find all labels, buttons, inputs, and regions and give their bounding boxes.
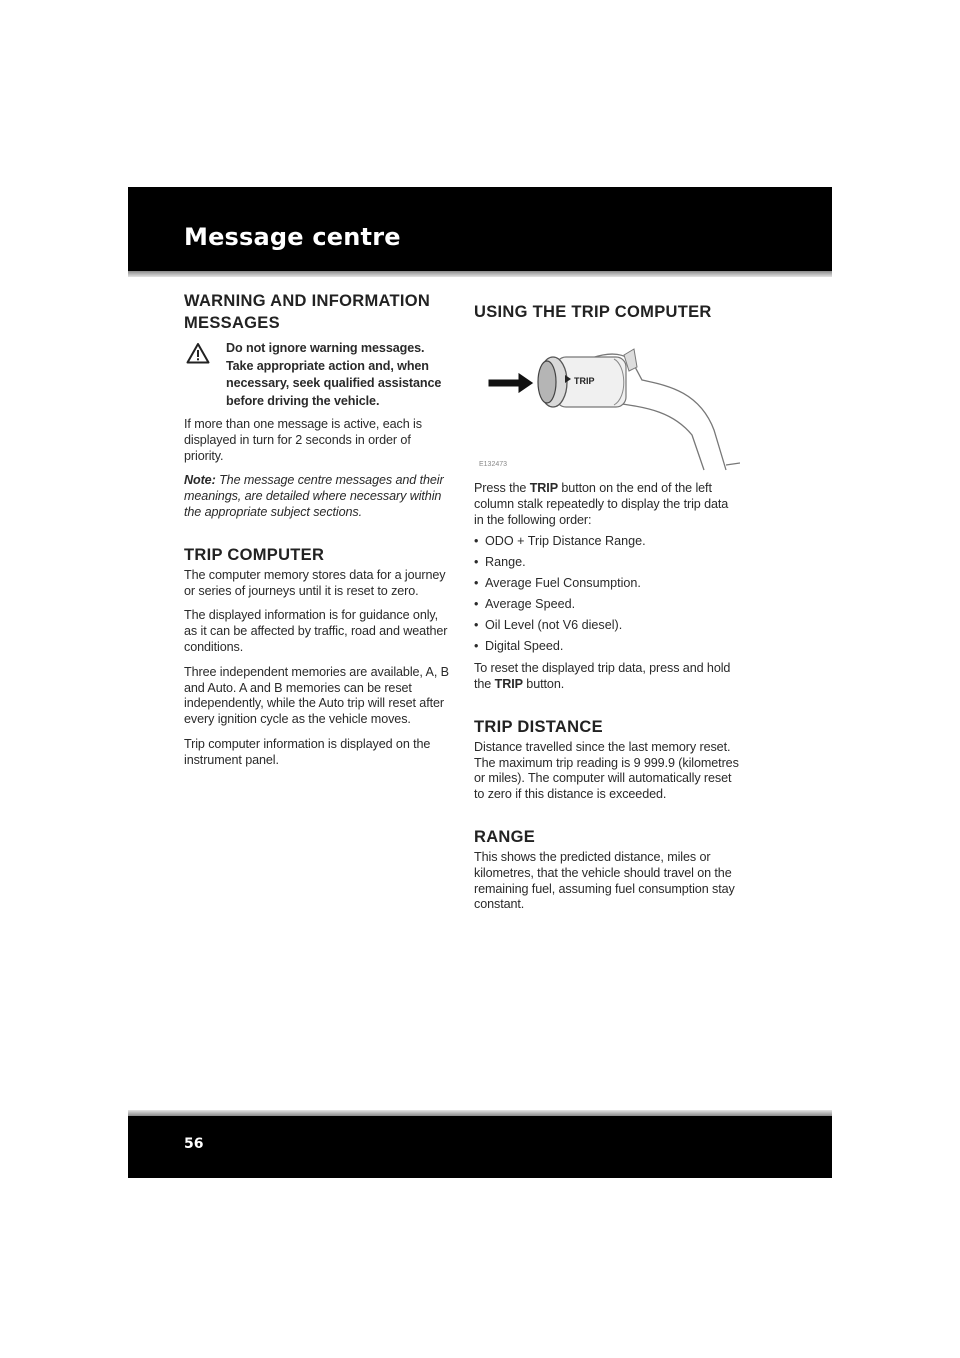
illustration-trip-label: TRIP [574,376,595,386]
bullet-icon: • [474,533,479,548]
press-post: button on the end of the left column stalk repeatedly to display the trip data in the following order: [474,481,729,527]
trip-paragraph-3: Three independent memories are available, A, B and Auto. A and B memories can be reset independently, while the Auto trip will reset after every ignition cycle as the vehicle moves. [184,664,449,727]
bullet-icon: • [474,596,479,611]
warning-block [184,340,450,410]
header-bar [128,187,832,271]
bullet-icon: • [474,638,479,653]
list-item: • Average Speed. [474,596,576,611]
trip-stalk-illustration [474,335,740,475]
illustration-code: E132473 [479,461,508,468]
warning-triangle-icon [186,342,210,369]
page-title: Message centre [184,223,401,251]
warning-heading: WARNING AND INFORMATION MESSAGES [184,292,431,332]
note-paragraph [184,473,450,520]
list-item: • Digital Speed. [474,638,564,653]
left-column [184,290,450,769]
page-number: 56 [184,1136,204,1152]
note-text: The message centre messages and their meanings, are detailed where necessary within the appropriate subject sections. [184,473,444,519]
press-pre: Press the [474,481,530,495]
bullet-icon: • [474,617,479,632]
bullet-icon: • [474,575,479,590]
list-item: • Oil Level (not V6 diesel). [474,617,623,632]
reset-post: button. [522,677,565,692]
reset-trip-word: TRIP [494,677,523,692]
reset-pre: To reset the displayed trip data, press and hold the [474,661,731,692]
list-item: • Average Fuel Consumption. [474,575,641,590]
reset-paragraph [474,661,740,693]
priority-paragraph: If more than one message is active, each is displayed in turn for 2 seconds in order of priority. [184,417,422,463]
column-stalk-drawing [474,335,740,475]
trip-paragraph-4: Trip computer information is displayed on the instrument panel. [184,736,431,767]
trip-paragraph-2: The displayed information is for guidance only, as it can be affected by traffic, road and weather conditions. [184,608,448,654]
list-item: • ODO + Trip Distance Range. [474,533,646,548]
trip-distance-heading: TRIP DISTANCE [474,717,603,736]
note-label: Note: [184,473,216,488]
press-trip-paragraph [474,481,740,528]
right-column [474,290,740,913]
bullet-icon: • [474,554,479,569]
list-item: • Range. [474,554,526,569]
range-text: This shows the predicted distance, miles or kilometres, that the vehicle should travel on the remaining fuel, assuming fuel consumption stay constant. [474,850,735,912]
trip-paragraph-1: The computer memory stores data for a journey or series of journeys until it is reset to zero. [184,567,446,598]
trip-computer-heading: TRIP COMPUTER [184,545,325,564]
trip-order-list [474,534,740,655]
trip-distance-text: Distance travelled since the last memory reset. The maximum trip reading is 9 999.9 (kilometres or miles). The computer will automatically reset to zero if this distance is exceeded. [474,739,739,802]
footer-bar [128,1116,832,1178]
using-trip-heading: USING THE TRIP COMPUTER [474,303,712,321]
warning-text: Do not ignore warning messages. Take appropriate action and, when necessary, seek qualified assistance before driving the vehicle. [226,341,442,408]
trip-button-word: TRIP [529,481,558,495]
range-heading: RANGE [474,828,536,847]
